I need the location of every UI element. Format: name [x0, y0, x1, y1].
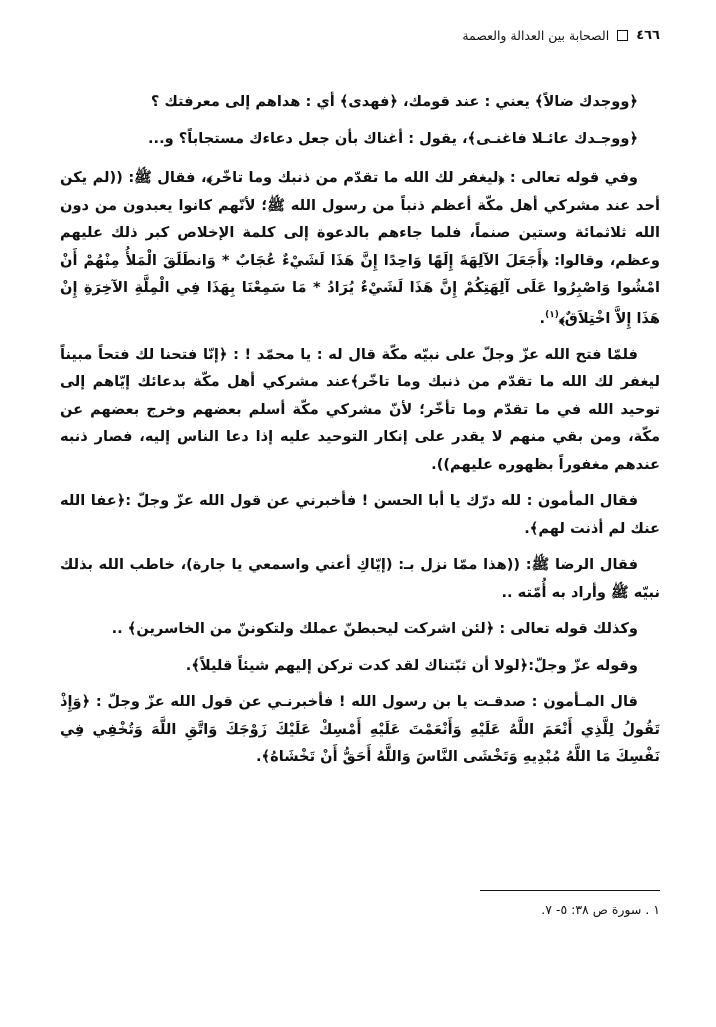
document-page	[60, 24, 660, 1014]
paragraph-3: وفي قوله تعالى : ﴿ليغفر لك الله ما تقدّم من ذنبك وما تاخّر﴾، فقال ﷺ: ((لم يكن أحد عند مشركي أهل مكّة أعظم ذنباً من رسول الله ﷺ؛ لأنّهم كانوا يعبدون من دون الله ثلاثمائة وستين صنماً، فلما جاءهم بالدعوة إلى كلمة الإخلاص كبر ذلك عليهم وعظم، وقالوا: ﴿أَجَعَلَ الآلِهَةَ إِلَهًا وَاحِدًا إِنَّ هَذَا لَشَيْءٌ عُجَابٌ * وَانطَلَقَ الْمَلأُ مِنْهُمْ أَنْ امْشُوا وَاصْبِرُوا عَلَى آلِهَتِكُمْ إِنَّ هَذَا لَشَيْءٌ يُرَادُ * مَا سَمِعْنَا بِهَذَا فِي الْمِلَّةِ الآخِرَةِ إِنْ هَذَا إِلاَّ اخْتِلاَقٌ﴾$^{(١)}$.	[60, 169, 660, 327]
paragraph-9: قال المـأمون : صدقـت يا بن رسول الله ! فأخبرنـي عن قول الله عزّ وجلّ : ﴿وَإِذْ تَقُولُ لِلَّذِي أَنْعَمَ اللَّهُ عَلَيْهِ وَأَنْعَمْتَ عَلَيْهِ أَمْسِكْ عَلَيْكَ زَوْجَكَ وَاتَّقِ اللَّهَ وَتُخْفِي فِي نَفْسِكَ مَا اللَّهُ مُبْدِيهِ وَتَخْشَى النَّاسَ وَاللَّهُ أَحَقُّ أَنْ تَخْشَاهُ﴾.	[60, 693, 660, 766]
paragraph-6: فقال الرضا ﷺ: ((هذا ممّا نزل بـ: (إيّاكِ أعني واسمعي يا جارة)، خاطب الله بذلك نبيّه ﷺ وأراد به أُمّته ..	[60, 556, 660, 601]
paragraph-7: وكذلك قوله تعالى : ﴿لئن اشركت ليحبطنّ عملك ولتكوننّ من الخاسرين﴾ ..	[111, 620, 638, 638]
paragraph-8: وقوله عزّ وجلّ:﴿لولا أن ثبّتناك لقد كدت تركن إليهم شيئاً قليلاً﴾.	[185, 656, 638, 674]
footnote-divider	[480, 890, 660, 891]
paragraph-3-text: وفي قوله تعالى : ﴿ليغفر لك الله ما تقدّم من ذنبك وما تاخّر﴾، فقال ﷺ: ((لم يكن أحد عند مشركي أهل مكّة أعظم ذنباً من رسول الله ﷺ؛ لأنّهم كانوا يعبدون من دون الله ثلاثمائة وستين صنماً، فلما جاءهم بالدعوة إلى كلمة الإخلاص كبر ذلك عليهم وعظم، وقالوا: ﴿أَجَعَلَ الآلِهَةَ إِلَهًا وَاحِدًا إِنَّ هَذَا لَشَيْءٌ عُجَابٌ * وَانطَلَقَ الْمَلأُ مِنْهُمْ أَنْ امْشُوا وَاصْبِرُوا عَلَى آلِهَتِكُمْ إِنَّ هَذَا لَشَيْءٌ يُرَادُ * مَا سَمِعْنَا بِهَذَا فِي الْمِلَّةِ الآخِرَةِ إِنْ هَذَا إِلاَّ اخْتِلاَقٌ﴾	[60, 169, 660, 327]
page-number: ٤٦٦	[636, 27, 660, 43]
running-title: الصحابة بين العدالة والعصمة	[462, 27, 610, 43]
square-box-icon	[617, 30, 628, 41]
document-body	[60, 88, 660, 771]
footnote: ١ . سورة ص ٣٨: ٥- ٧.	[541, 902, 660, 917]
paragraph-4: فلمّا فتح الله عزّ وجلّ على نبيّه مكّة قال له : يا محمّد ! : ﴿إنّا فتحنا لك فتحاً مبيناً ليغفر لك الله ما تقدّم من ذنبك وما تاخّر﴾عند مشركي أهل مكّة بدعائك إيّاهم إلى توحيد الله في ما تقدّم وما تأخّر؛ لأنّ مشركي مكّة أسلم بعضهم وخرج بعضهم عن مكّة، ومن بقي منهم لا يقدر على إنكار التوحيد عليه إذا دعا الناس إليه، فصار ذنبه عندهم مغفوراً بظهوره عليهم)).	[60, 345, 660, 473]
running-header	[60, 24, 660, 46]
footnote-marker: (١)	[545, 309, 559, 320]
paragraph-5: فقال المأمون : لله درّك يا أبا الحسن ! فأخبرني عن قول الله عزّ وجلّ :﴿عفا الله عنك لم أذنت لهم﴾.	[60, 492, 660, 537]
paragraph-2: ﴿ووجـدك عائـلا فاغنـى﴾، يقول : أغناك بأن جعل دعاءك مستجاباً؟ و...	[148, 129, 638, 147]
paragraph-1: ﴿ووجدك ضالاً﴾ يعني : عند قومك، ﴿فهدى﴾ أي : هداهم إلى معرفتك ؟	[150, 93, 638, 110]
